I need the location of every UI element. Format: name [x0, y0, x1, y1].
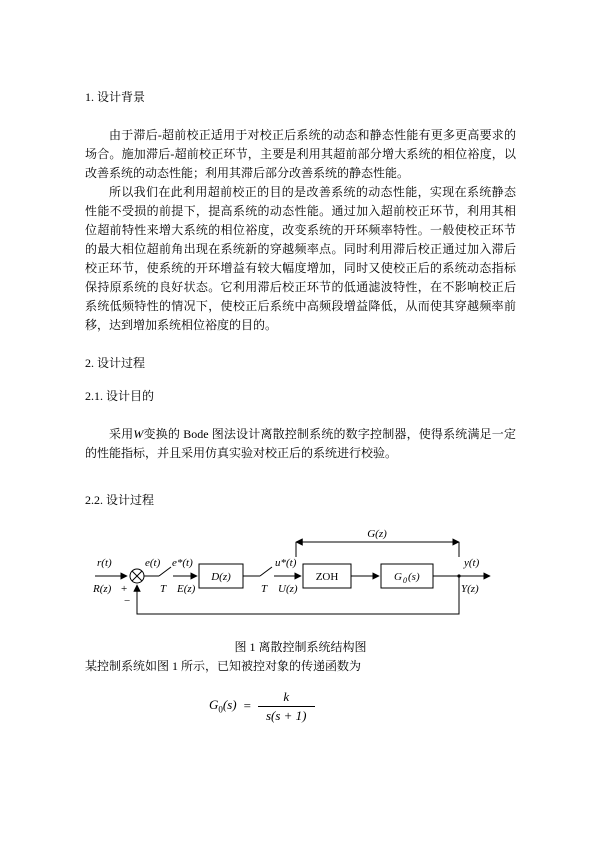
equals-sign: =	[243, 698, 251, 714]
Yz-label: Y(z)	[461, 583, 479, 595]
gz-label: G(z)	[367, 528, 387, 540]
fraction-numerator: k	[258, 690, 315, 707]
sampler-2-arm	[260, 567, 272, 576]
g0-arg: (s)	[408, 571, 420, 583]
purpose-paragraph	[85, 425, 516, 463]
section-2-heading: 2. 设计过程	[85, 356, 146, 370]
sampler-1-period: T	[160, 583, 167, 595]
yt-label: y(t)	[464, 557, 480, 569]
plant-block	[381, 564, 433, 588]
section-2-1-heading: 2.1. 设计目的	[85, 389, 155, 403]
background-paragraph-2: 所以我们在此利用超前校正的目的是改善系统的动态性能，实现在系统静态性能不受损的前提下，提高系统的动态性能。通过加入超前校正环节，利用其相位超前特性来增大系统的相位裕度，改变系统的开环频率特性。一般使校正环节的最大相位超前角出现在系统新的穿越频率点。同时利用滞后校正通过加入滞后校正环节，使系统的开环增益有较大幅度增加，同时又使校正后的系统动态指标保持原系统的良好状态。它利用滞后校正环节的低通滤波特性，在不影响校正后系统低频特性的情况下，使校正后系统中高频段增益降低，从而使其穿越频率前移，达到增加系统相位裕度的目的。	[85, 185, 516, 332]
figure-caption: 图 1 离散控制系统结构图	[234, 640, 367, 654]
sampler-1-arm	[159, 567, 171, 576]
e-star-label: e*(t)	[172, 557, 193, 569]
rt-label: r(t)	[97, 557, 112, 569]
fraction-denominator: s(s + 1)	[265, 707, 307, 723]
et-label: e(t)	[145, 557, 161, 569]
section-2-2-heading: 2.2. 设计过程	[85, 493, 155, 507]
g0-base: G	[394, 571, 402, 583]
minus-sign: −	[124, 595, 131, 607]
formula-arg: (s)	[222, 697, 237, 713]
block-diagram	[91, 528, 516, 628]
after-figure-paragraph: 某控制系统如图 1 所示，已知被控对象的传递函数为	[85, 659, 362, 673]
sampler-2-period: T	[261, 583, 268, 595]
fraction	[258, 690, 315, 722]
Dz-label: D(z)	[211, 571, 231, 583]
formula-g-subscript: 0	[218, 704, 223, 715]
text-run: 变换的 Bode 图法设计离散控制系统的数字控制器，使得系统满足一定的性能指标，并且采用仿真实验对校正后的系统进行校验。	[85, 427, 516, 460]
plus-sign: +	[121, 583, 128, 595]
formula-lhs	[209, 697, 237, 715]
text-run: 采用	[109, 427, 134, 441]
section-1-heading: 1. 设计背景	[85, 90, 146, 104]
u-star-label: u*(t)	[275, 557, 297, 569]
Ez-label: E(z)	[177, 583, 196, 595]
discrete-control-system-diagram	[91, 528, 503, 628]
formula-g: G	[209, 697, 219, 713]
zoh-label: ZOH	[315, 571, 339, 583]
Rz-label: R(z)	[93, 583, 112, 595]
math-var-w: W	[133, 427, 144, 441]
background-paragraph-1: 由于滞后-超前校正适用于对校正后系统的动态和静态性能有更多更高要求的场合。施加滞后-超前校正环节，主要是利用其超前部分增大系统的相位裕度，以改善系统的动态性能；利用其滞后部分改善系统的静态性能。	[85, 128, 516, 180]
g0-subscript: 0	[403, 576, 407, 585]
transfer-function-formula	[209, 690, 516, 722]
Uz-label: U(z)	[278, 583, 298, 595]
